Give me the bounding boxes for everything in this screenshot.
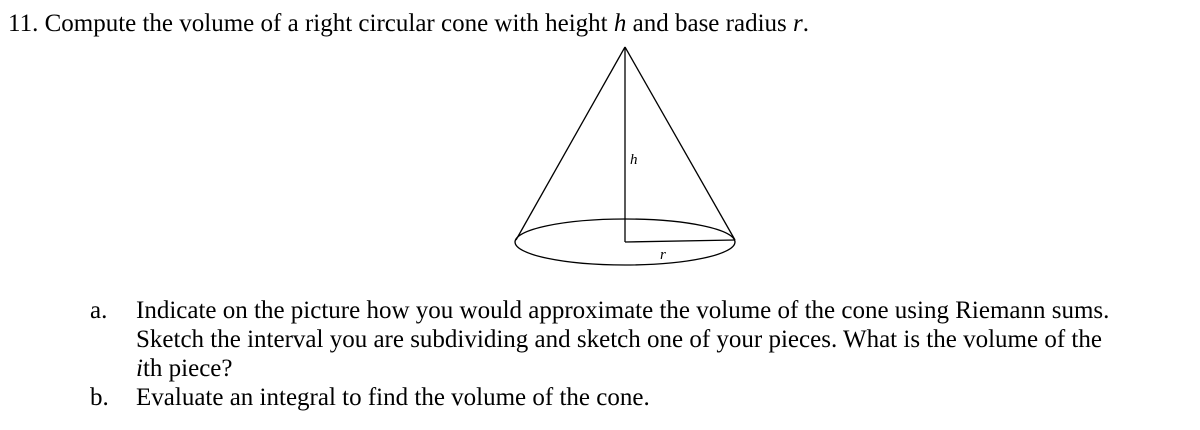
question-parts <box>90 296 1195 412</box>
question-text-mid: and base radius <box>632 10 787 37</box>
part-a-line-1: Indicate on the picture how you would approximate the volume of the cone using Riemann sums. <box>136 297 1110 324</box>
question-text-before: Compute the volume of a right circular cone with height <box>44 10 608 37</box>
part-a-line-3 <box>136 354 1195 383</box>
part-b-marker: b. <box>90 384 109 411</box>
part-b-line-1: Evaluate an integral to find the volume of the cone. <box>136 384 650 411</box>
radius-label: r <box>660 247 666 263</box>
cone-right-slant <box>625 47 735 240</box>
variable-h: h <box>613 10 627 37</box>
part-a-body <box>136 296 1195 383</box>
part-b <box>90 383 1195 412</box>
part-a-line-3-rest: th piece? <box>142 355 233 382</box>
cone-left-slant <box>516 47 625 240</box>
height-label: h <box>630 152 638 168</box>
variable-r: r <box>793 10 803 37</box>
part-b-body <box>136 383 1195 412</box>
question-number: 11. <box>8 10 39 37</box>
variable-i: i <box>136 355 143 382</box>
radius-line <box>625 240 735 242</box>
part-a-marker: a. <box>90 297 108 324</box>
question-text-end: . <box>802 10 809 37</box>
part-a-line-2: Sketch the interval you are subdividing and sketch one of your pieces. What is the volume of the <box>136 326 1102 353</box>
part-a <box>90 296 1195 383</box>
